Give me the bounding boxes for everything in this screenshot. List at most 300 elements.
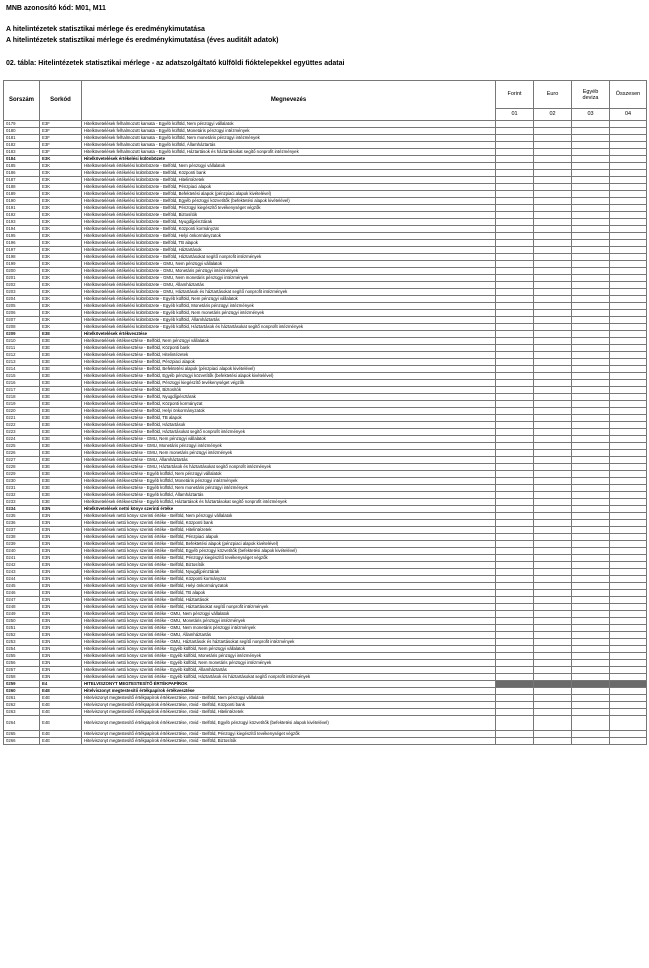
cell-forint[interactable] xyxy=(496,317,534,324)
cell-forint[interactable] xyxy=(496,366,534,373)
cell-euro[interactable] xyxy=(534,583,572,590)
cell-euro[interactable] xyxy=(534,499,572,506)
cell-euro[interactable] xyxy=(534,254,572,261)
cell-euro[interactable] xyxy=(534,226,572,233)
cell-euro[interactable] xyxy=(534,646,572,653)
cell-osszesen[interactable] xyxy=(610,338,647,345)
cell-forint[interactable] xyxy=(496,520,534,527)
cell-egyeb[interactable] xyxy=(572,191,610,198)
cell-forint[interactable] xyxy=(496,268,534,275)
cell-egyeb[interactable] xyxy=(572,646,610,653)
cell-osszesen[interactable] xyxy=(610,282,647,289)
cell-euro[interactable] xyxy=(534,576,572,583)
cell-forint[interactable] xyxy=(496,282,534,289)
cell-osszesen[interactable] xyxy=(610,373,647,380)
cell-forint[interactable] xyxy=(496,226,534,233)
cell-osszesen[interactable] xyxy=(610,513,647,520)
cell-euro[interactable] xyxy=(534,177,572,184)
cell-egyeb[interactable] xyxy=(572,156,610,163)
cell-osszesen[interactable] xyxy=(610,667,647,674)
cell-egyeb[interactable] xyxy=(572,359,610,366)
cell-egyeb[interactable] xyxy=(572,303,610,310)
cell-egyeb[interactable] xyxy=(572,128,610,135)
cell-euro[interactable] xyxy=(534,527,572,534)
cell-euro[interactable] xyxy=(534,731,572,738)
cell-osszesen[interactable] xyxy=(610,254,647,261)
cell-egyeb[interactable] xyxy=(572,555,610,562)
cell-osszesen[interactable] xyxy=(610,247,647,254)
cell-euro[interactable] xyxy=(534,310,572,317)
cell-egyeb[interactable] xyxy=(572,681,610,688)
cell-egyeb[interactable] xyxy=(572,212,610,219)
cell-forint[interactable] xyxy=(496,471,534,478)
cell-euro[interactable] xyxy=(534,702,572,709)
cell-forint[interactable] xyxy=(496,247,534,254)
cell-euro[interactable] xyxy=(534,212,572,219)
cell-forint[interactable] xyxy=(496,212,534,219)
cell-forint[interactable] xyxy=(496,583,534,590)
cell-egyeb[interactable] xyxy=(572,520,610,527)
cell-osszesen[interactable] xyxy=(610,471,647,478)
cell-osszesen[interactable] xyxy=(610,569,647,576)
cell-euro[interactable] xyxy=(534,436,572,443)
cell-egyeb[interactable] xyxy=(572,296,610,303)
cell-osszesen[interactable] xyxy=(610,317,647,324)
cell-egyeb[interactable] xyxy=(572,716,610,731)
cell-forint[interactable] xyxy=(496,401,534,408)
cell-osszesen[interactable] xyxy=(610,709,647,716)
cell-egyeb[interactable] xyxy=(572,478,610,485)
cell-forint[interactable] xyxy=(496,219,534,226)
cell-forint[interactable] xyxy=(496,443,534,450)
cell-forint[interactable] xyxy=(496,513,534,520)
cell-osszesen[interactable] xyxy=(610,548,647,555)
cell-euro[interactable] xyxy=(534,415,572,422)
cell-egyeb[interactable] xyxy=(572,170,610,177)
cell-osszesen[interactable] xyxy=(610,366,647,373)
cell-osszesen[interactable] xyxy=(610,576,647,583)
cell-forint[interactable] xyxy=(496,597,534,604)
cell-egyeb[interactable] xyxy=(572,338,610,345)
cell-forint[interactable] xyxy=(496,338,534,345)
cell-forint[interactable] xyxy=(496,485,534,492)
cell-osszesen[interactable] xyxy=(610,506,647,513)
cell-euro[interactable] xyxy=(534,184,572,191)
cell-euro[interactable] xyxy=(534,128,572,135)
cell-forint[interactable] xyxy=(496,639,534,646)
cell-forint[interactable] xyxy=(496,422,534,429)
cell-forint[interactable] xyxy=(496,541,534,548)
cell-osszesen[interactable] xyxy=(610,422,647,429)
cell-forint[interactable] xyxy=(496,731,534,738)
cell-euro[interactable] xyxy=(534,478,572,485)
cell-forint[interactable] xyxy=(496,709,534,716)
cell-forint[interactable] xyxy=(496,464,534,471)
cell-forint[interactable] xyxy=(496,331,534,338)
cell-forint[interactable] xyxy=(496,233,534,240)
cell-forint[interactable] xyxy=(496,296,534,303)
cell-osszesen[interactable] xyxy=(610,212,647,219)
cell-egyeb[interactable] xyxy=(572,604,610,611)
cell-egyeb[interactable] xyxy=(572,366,610,373)
cell-egyeb[interactable] xyxy=(572,387,610,394)
cell-osszesen[interactable] xyxy=(610,534,647,541)
cell-euro[interactable] xyxy=(534,541,572,548)
cell-forint[interactable] xyxy=(496,548,534,555)
cell-euro[interactable] xyxy=(534,660,572,667)
cell-osszesen[interactable] xyxy=(610,219,647,226)
cell-forint[interactable] xyxy=(496,387,534,394)
cell-egyeb[interactable] xyxy=(572,289,610,296)
cell-osszesen[interactable] xyxy=(610,275,647,282)
cell-forint[interactable] xyxy=(496,205,534,212)
cell-egyeb[interactable] xyxy=(572,163,610,170)
cell-egyeb[interactable] xyxy=(572,275,610,282)
cell-forint[interactable] xyxy=(496,555,534,562)
cell-forint[interactable] xyxy=(496,163,534,170)
cell-egyeb[interactable] xyxy=(572,352,610,359)
cell-osszesen[interactable] xyxy=(610,604,647,611)
cell-euro[interactable] xyxy=(534,247,572,254)
cell-egyeb[interactable] xyxy=(572,380,610,387)
cell-osszesen[interactable] xyxy=(610,408,647,415)
cell-osszesen[interactable] xyxy=(610,611,647,618)
cell-euro[interactable] xyxy=(534,688,572,695)
cell-osszesen[interactable] xyxy=(610,184,647,191)
cell-euro[interactable] xyxy=(534,555,572,562)
cell-forint[interactable] xyxy=(496,478,534,485)
cell-egyeb[interactable] xyxy=(572,660,610,667)
cell-egyeb[interactable] xyxy=(572,541,610,548)
cell-euro[interactable] xyxy=(534,625,572,632)
cell-osszesen[interactable] xyxy=(610,450,647,457)
cell-euro[interactable] xyxy=(534,408,572,415)
cell-euro[interactable] xyxy=(534,464,572,471)
cell-egyeb[interactable] xyxy=(572,485,610,492)
cell-euro[interactable] xyxy=(534,359,572,366)
cell-egyeb[interactable] xyxy=(572,625,610,632)
cell-euro[interactable] xyxy=(534,611,572,618)
cell-forint[interactable] xyxy=(496,674,534,681)
cell-euro[interactable] xyxy=(534,394,572,401)
cell-egyeb[interactable] xyxy=(572,373,610,380)
cell-euro[interactable] xyxy=(534,261,572,268)
cell-forint[interactable] xyxy=(496,324,534,331)
cell-egyeb[interactable] xyxy=(572,226,610,233)
cell-euro[interactable] xyxy=(534,163,572,170)
cell-osszesen[interactable] xyxy=(610,142,647,149)
cell-egyeb[interactable] xyxy=(572,471,610,478)
cell-forint[interactable] xyxy=(496,450,534,457)
cell-egyeb[interactable] xyxy=(572,695,610,702)
cell-forint[interactable] xyxy=(496,702,534,709)
cell-osszesen[interactable] xyxy=(610,625,647,632)
cell-osszesen[interactable] xyxy=(610,415,647,422)
cell-osszesen[interactable] xyxy=(610,457,647,464)
cell-euro[interactable] xyxy=(534,632,572,639)
cell-egyeb[interactable] xyxy=(572,667,610,674)
cell-euro[interactable] xyxy=(534,443,572,450)
cell-osszesen[interactable] xyxy=(610,583,647,590)
cell-forint[interactable] xyxy=(496,653,534,660)
cell-osszesen[interactable] xyxy=(610,590,647,597)
cell-osszesen[interactable] xyxy=(610,359,647,366)
cell-euro[interactable] xyxy=(534,562,572,569)
cell-euro[interactable] xyxy=(534,296,572,303)
cell-euro[interactable] xyxy=(534,429,572,436)
cell-egyeb[interactable] xyxy=(572,422,610,429)
cell-euro[interactable] xyxy=(534,674,572,681)
cell-euro[interactable] xyxy=(534,520,572,527)
cell-euro[interactable] xyxy=(534,233,572,240)
cell-forint[interactable] xyxy=(496,149,534,156)
cell-egyeb[interactable] xyxy=(572,436,610,443)
cell-osszesen[interactable] xyxy=(610,310,647,317)
cell-forint[interactable] xyxy=(496,373,534,380)
cell-forint[interactable] xyxy=(496,198,534,205)
cell-egyeb[interactable] xyxy=(572,198,610,205)
cell-euro[interactable] xyxy=(534,653,572,660)
cell-osszesen[interactable] xyxy=(610,352,647,359)
cell-egyeb[interactable] xyxy=(572,310,610,317)
cell-egyeb[interactable] xyxy=(572,611,610,618)
cell-euro[interactable] xyxy=(534,303,572,310)
cell-euro[interactable] xyxy=(534,366,572,373)
cell-forint[interactable] xyxy=(496,660,534,667)
cell-osszesen[interactable] xyxy=(610,121,647,128)
cell-egyeb[interactable] xyxy=(572,464,610,471)
cell-forint[interactable] xyxy=(496,632,534,639)
cell-forint[interactable] xyxy=(496,499,534,506)
cell-forint[interactable] xyxy=(496,618,534,625)
cell-euro[interactable] xyxy=(534,506,572,513)
cell-forint[interactable] xyxy=(496,646,534,653)
cell-euro[interactable] xyxy=(534,282,572,289)
cell-egyeb[interactable] xyxy=(572,534,610,541)
cell-forint[interactable] xyxy=(496,156,534,163)
cell-egyeb[interactable] xyxy=(572,674,610,681)
cell-forint[interactable] xyxy=(496,184,534,191)
cell-egyeb[interactable] xyxy=(572,702,610,709)
cell-osszesen[interactable] xyxy=(610,261,647,268)
cell-forint[interactable] xyxy=(496,695,534,702)
cell-egyeb[interactable] xyxy=(572,149,610,156)
cell-forint[interactable] xyxy=(496,576,534,583)
cell-osszesen[interactable] xyxy=(610,380,647,387)
cell-forint[interactable] xyxy=(496,688,534,695)
cell-osszesen[interactable] xyxy=(610,177,647,184)
cell-osszesen[interactable] xyxy=(610,681,647,688)
cell-osszesen[interactable] xyxy=(610,731,647,738)
cell-osszesen[interactable] xyxy=(610,128,647,135)
cell-osszesen[interactable] xyxy=(610,233,647,240)
cell-egyeb[interactable] xyxy=(572,731,610,738)
cell-egyeb[interactable] xyxy=(572,135,610,142)
cell-euro[interactable] xyxy=(534,205,572,212)
cell-euro[interactable] xyxy=(534,373,572,380)
cell-forint[interactable] xyxy=(496,135,534,142)
cell-osszesen[interactable] xyxy=(610,597,647,604)
cell-osszesen[interactable] xyxy=(610,492,647,499)
cell-forint[interactable] xyxy=(496,436,534,443)
cell-egyeb[interactable] xyxy=(572,562,610,569)
cell-euro[interactable] xyxy=(534,492,572,499)
cell-egyeb[interactable] xyxy=(572,254,610,261)
cell-egyeb[interactable] xyxy=(572,268,610,275)
cell-osszesen[interactable] xyxy=(610,702,647,709)
cell-egyeb[interactable] xyxy=(572,450,610,457)
cell-euro[interactable] xyxy=(534,471,572,478)
cell-osszesen[interactable] xyxy=(610,135,647,142)
cell-forint[interactable] xyxy=(496,738,534,745)
cell-forint[interactable] xyxy=(496,569,534,576)
cell-forint[interactable] xyxy=(496,394,534,401)
cell-forint[interactable] xyxy=(496,380,534,387)
cell-egyeb[interactable] xyxy=(572,548,610,555)
cell-forint[interactable] xyxy=(496,408,534,415)
cell-euro[interactable] xyxy=(534,569,572,576)
cell-euro[interactable] xyxy=(534,604,572,611)
cell-osszesen[interactable] xyxy=(610,289,647,296)
cell-forint[interactable] xyxy=(496,303,534,310)
cell-euro[interactable] xyxy=(534,331,572,338)
cell-osszesen[interactable] xyxy=(610,436,647,443)
cell-egyeb[interactable] xyxy=(572,457,610,464)
cell-forint[interactable] xyxy=(496,534,534,541)
cell-euro[interactable] xyxy=(534,275,572,282)
cell-osszesen[interactable] xyxy=(610,387,647,394)
cell-euro[interactable] xyxy=(534,681,572,688)
cell-euro[interactable] xyxy=(534,387,572,394)
cell-forint[interactable] xyxy=(496,492,534,499)
cell-euro[interactable] xyxy=(534,457,572,464)
cell-osszesen[interactable] xyxy=(610,163,647,170)
cell-euro[interactable] xyxy=(534,485,572,492)
cell-euro[interactable] xyxy=(534,135,572,142)
cell-forint[interactable] xyxy=(496,457,534,464)
cell-osszesen[interactable] xyxy=(610,478,647,485)
cell-osszesen[interactable] xyxy=(610,555,647,562)
cell-osszesen[interactable] xyxy=(610,562,647,569)
cell-forint[interactable] xyxy=(496,625,534,632)
cell-forint[interactable] xyxy=(496,562,534,569)
cell-egyeb[interactable] xyxy=(572,590,610,597)
cell-euro[interactable] xyxy=(534,170,572,177)
cell-egyeb[interactable] xyxy=(572,205,610,212)
cell-egyeb[interactable] xyxy=(572,282,610,289)
cell-euro[interactable] xyxy=(534,450,572,457)
cell-forint[interactable] xyxy=(496,667,534,674)
cell-osszesen[interactable] xyxy=(610,268,647,275)
cell-osszesen[interactable] xyxy=(610,716,647,731)
cell-osszesen[interactable] xyxy=(610,191,647,198)
cell-osszesen[interactable] xyxy=(610,401,647,408)
cell-euro[interactable] xyxy=(534,219,572,226)
cell-egyeb[interactable] xyxy=(572,513,610,520)
cell-osszesen[interactable] xyxy=(610,653,647,660)
cell-osszesen[interactable] xyxy=(610,646,647,653)
cell-osszesen[interactable] xyxy=(610,331,647,338)
cell-forint[interactable] xyxy=(496,611,534,618)
cell-egyeb[interactable] xyxy=(572,184,610,191)
cell-osszesen[interactable] xyxy=(610,674,647,681)
cell-forint[interactable] xyxy=(496,359,534,366)
cell-euro[interactable] xyxy=(534,142,572,149)
cell-egyeb[interactable] xyxy=(572,653,610,660)
cell-egyeb[interactable] xyxy=(572,331,610,338)
cell-egyeb[interactable] xyxy=(572,709,610,716)
cell-egyeb[interactable] xyxy=(572,429,610,436)
cell-forint[interactable] xyxy=(496,121,534,128)
cell-osszesen[interactable] xyxy=(610,156,647,163)
cell-osszesen[interactable] xyxy=(610,499,647,506)
cell-osszesen[interactable] xyxy=(610,541,647,548)
cell-euro[interactable] xyxy=(534,268,572,275)
cell-euro[interactable] xyxy=(534,317,572,324)
cell-forint[interactable] xyxy=(496,170,534,177)
cell-osszesen[interactable] xyxy=(610,639,647,646)
cell-egyeb[interactable] xyxy=(572,576,610,583)
cell-osszesen[interactable] xyxy=(610,695,647,702)
cell-egyeb[interactable] xyxy=(572,688,610,695)
cell-egyeb[interactable] xyxy=(572,394,610,401)
cell-euro[interactable] xyxy=(534,324,572,331)
cell-forint[interactable] xyxy=(496,506,534,513)
cell-euro[interactable] xyxy=(534,597,572,604)
cell-osszesen[interactable] xyxy=(610,443,647,450)
cell-euro[interactable] xyxy=(534,709,572,716)
cell-euro[interactable] xyxy=(534,149,572,156)
cell-osszesen[interactable] xyxy=(610,394,647,401)
cell-forint[interactable] xyxy=(496,590,534,597)
cell-forint[interactable] xyxy=(496,128,534,135)
cell-egyeb[interactable] xyxy=(572,415,610,422)
cell-egyeb[interactable] xyxy=(572,345,610,352)
cell-egyeb[interactable] xyxy=(572,527,610,534)
cell-euro[interactable] xyxy=(534,240,572,247)
cell-egyeb[interactable] xyxy=(572,240,610,247)
cell-egyeb[interactable] xyxy=(572,738,610,745)
cell-forint[interactable] xyxy=(496,275,534,282)
cell-forint[interactable] xyxy=(496,240,534,247)
cell-euro[interactable] xyxy=(534,338,572,345)
cell-euro[interactable] xyxy=(534,191,572,198)
cell-egyeb[interactable] xyxy=(572,401,610,408)
cell-egyeb[interactable] xyxy=(572,597,610,604)
cell-osszesen[interactable] xyxy=(610,527,647,534)
cell-euro[interactable] xyxy=(534,513,572,520)
cell-osszesen[interactable] xyxy=(610,303,647,310)
cell-forint[interactable] xyxy=(496,604,534,611)
cell-egyeb[interactable] xyxy=(572,639,610,646)
cell-egyeb[interactable] xyxy=(572,121,610,128)
cell-euro[interactable] xyxy=(534,380,572,387)
cell-euro[interactable] xyxy=(534,534,572,541)
cell-osszesen[interactable] xyxy=(610,660,647,667)
cell-egyeb[interactable] xyxy=(572,569,610,576)
cell-forint[interactable] xyxy=(496,142,534,149)
cell-euro[interactable] xyxy=(534,738,572,745)
cell-forint[interactable] xyxy=(496,352,534,359)
cell-forint[interactable] xyxy=(496,254,534,261)
cell-egyeb[interactable] xyxy=(572,177,610,184)
cell-egyeb[interactable] xyxy=(572,324,610,331)
cell-osszesen[interactable] xyxy=(610,226,647,233)
cell-osszesen[interactable] xyxy=(610,464,647,471)
cell-euro[interactable] xyxy=(534,352,572,359)
cell-forint[interactable] xyxy=(496,345,534,352)
cell-forint[interactable] xyxy=(496,261,534,268)
